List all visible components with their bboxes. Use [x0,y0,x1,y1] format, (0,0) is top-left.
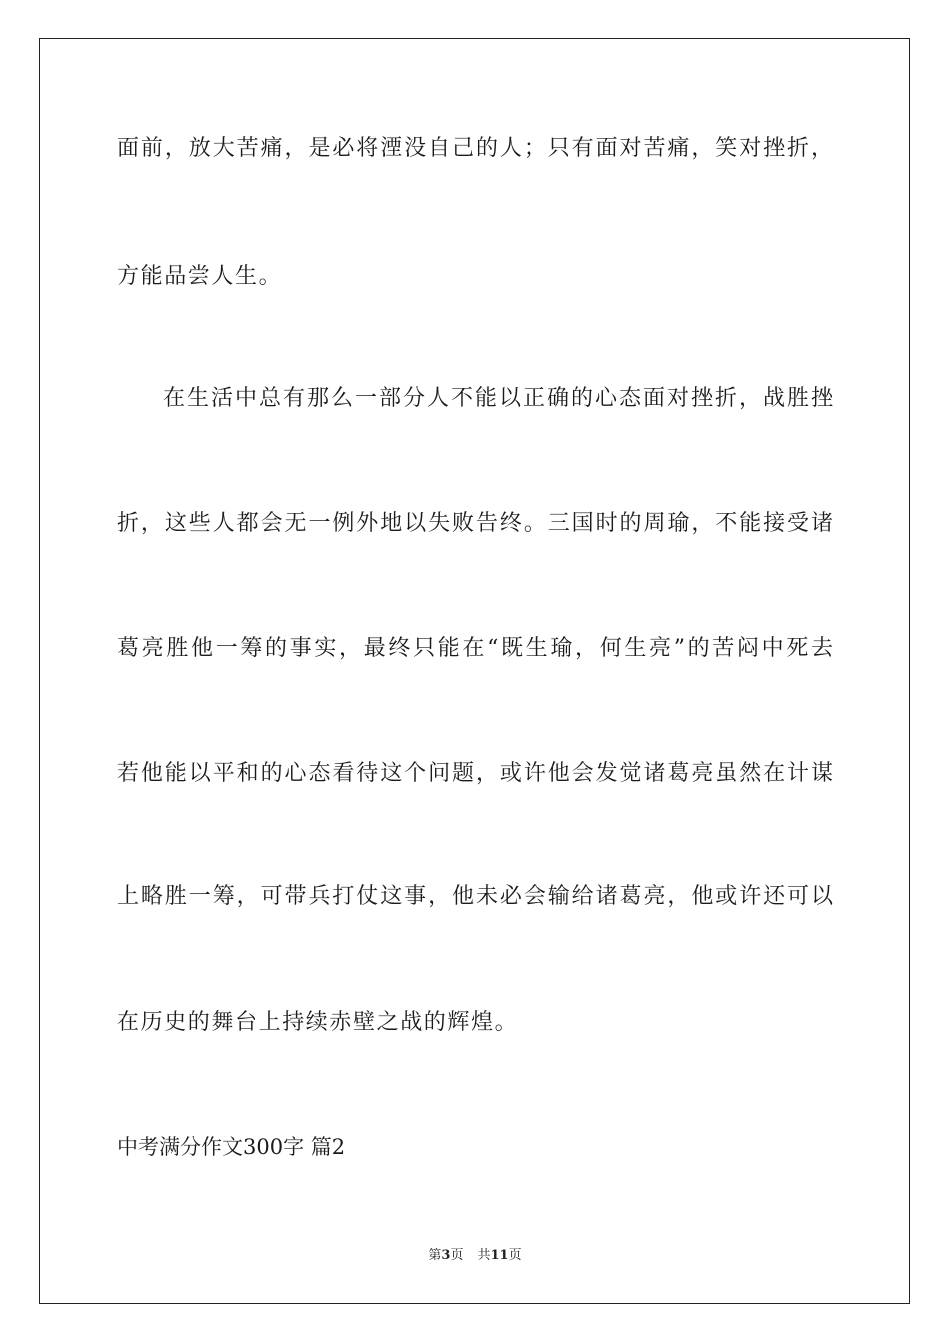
paragraph-line-2: 方能品尝人生。 [117,264,283,289]
footer-page-prefix: 第 [428,1248,442,1263]
paragraph-line-8: 在历史的舞台上持续赤壁之战的辉煌。 [117,1010,519,1035]
page-footer [0,1247,950,1265]
paragraph-line-3: 在生活中总有那么一部分人不能以正确的心态面对挫折，战胜挫 [163,386,833,411]
paragraph-line-5: 葛亮胜他一筹的事实，最终只能在“既生瑜，何生亮”的苦闷中死去 [117,636,833,661]
section-heading: 中考满分作文300字 篇2 [117,1135,346,1159]
paragraph-line-6: 若他能以平和的心态看待这个问题，或许他会发觉诸葛亮虽然在计谋 [117,761,833,786]
page-border [39,38,910,1304]
footer-total-suffix: 页 [508,1248,522,1263]
paragraph-line-7: 上略胜一筹，可带兵打仗这事，他未必会输给诸葛亮，他或许还可以 [117,884,833,909]
paragraph-line-1: 面前，放大苦痛，是必将湮没自己的人；只有面对苦痛，笑对挫折， [117,136,833,161]
paragraph-line-4: 折，这些人都会无一例外地以失败告终。三国时的周瑜，不能接受诸 [117,511,833,536]
footer-page-suffix: 页 [450,1248,464,1263]
footer-total-pages: 11 [490,1248,509,1263]
footer-page-number: 3 [441,1248,451,1263]
footer-total-prefix: 共 [477,1248,491,1263]
